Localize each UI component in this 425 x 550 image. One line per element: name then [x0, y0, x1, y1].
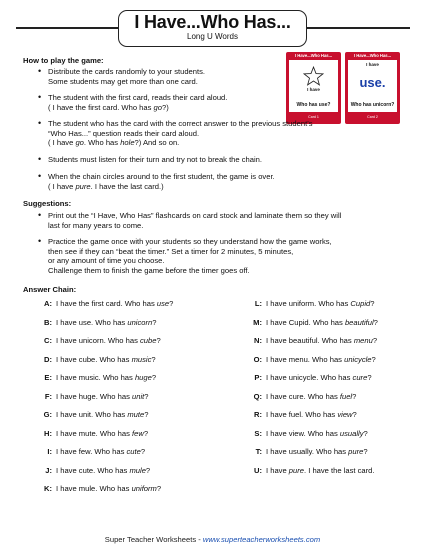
card-header: I Have...Who Has...	[294, 53, 333, 58]
bullet-line: ( I have go. Who has hole?) And so on.	[48, 138, 180, 147]
answer-letter: E:	[44, 373, 52, 382]
bullet-line: Students must listen for their turn and try not to break the chain.	[48, 155, 263, 164]
card-header: I Have...Who Has...	[353, 53, 392, 58]
answer-text: I have cute. Who has mule?	[56, 465, 151, 475]
answer-letter: A:	[43, 299, 52, 308]
answer-letter: P:	[254, 373, 262, 382]
answer-text: I have uniform. Who has Cupid?	[266, 299, 375, 308]
bullet-line: Some students may get more than one card.	[48, 76, 198, 86]
answer-text: I have view. Who has usually?	[266, 428, 368, 438]
answer-text: I have pure. I have the last card.	[266, 465, 375, 475]
footer-link[interactable]: www.superteacherworksheets.com	[202, 535, 321, 544]
card-body	[348, 60, 397, 112]
bullet-line: Print out the “I Have, Who Has” flashcards on card stock and laminate them so they will	[48, 211, 342, 220]
sample-card-2	[345, 52, 400, 124]
bullet-dot: •	[38, 171, 42, 181]
title-rule-right	[307, 27, 410, 29]
first-card-star-icon	[303, 66, 324, 87]
answer-text: I have use. Who has unicorn?	[56, 317, 157, 327]
answer-text: I have Cupid. Who has beautiful?	[266, 317, 378, 327]
bullet-dot: •	[38, 236, 42, 246]
card-have-text: I have	[366, 62, 379, 67]
answer-letter: B:	[43, 317, 52, 327]
bullet-dot: •	[38, 118, 42, 128]
answer-letter: I:	[47, 447, 52, 456]
title-rule-left	[16, 27, 118, 29]
bullet-line: ( I have pure. I have the last card.)	[48, 181, 164, 191]
answer-letter: H:	[43, 428, 52, 438]
bullet-line: then see if they can “beat the timer.” Set a timer for 2 minutes, 5 minutes,	[48, 246, 294, 256]
card-have-text: I have	[307, 87, 320, 92]
bullet-line: ( I have the first card. Who has go?)	[48, 102, 169, 112]
bullet-line: Challenge them to finish the game before the timer goes off.	[48, 265, 250, 275]
card-number: Card 1	[308, 115, 319, 119]
answer-letter: F:	[44, 391, 52, 401]
page-title: I Have...Who Has...	[134, 12, 291, 32]
answer-letter: R:	[253, 410, 262, 419]
bullet-line: Distribute the cards randomly to your students.	[48, 67, 206, 76]
answer-letter: U:	[253, 465, 262, 475]
bullet-line: The student who has the card with the correct answer to the previous student’s	[48, 119, 313, 128]
answer-text: I have unit. Who has mute?	[56, 410, 149, 419]
answer-chain-heading: Answer Chain:	[23, 285, 77, 294]
bullet-dot: •	[38, 154, 42, 164]
page-footer	[0, 535, 425, 544]
card-question: Who has use?	[296, 102, 331, 108]
answer-letter: G:	[43, 410, 52, 419]
bullet-line: or any amount of time you choose.	[48, 256, 165, 265]
sample-card-1	[286, 52, 341, 124]
answer-letter: Q:	[253, 391, 262, 401]
answer-text: I have huge. Who has unit?	[56, 391, 149, 401]
answer-letter: C:	[43, 336, 52, 345]
title-box	[118, 10, 307, 47]
answer-text: I have cure. Who has fuel?	[266, 391, 357, 401]
answer-text: I have beautiful. Who has menu?	[266, 336, 378, 345]
answer-text: I have cube. Who has music?	[56, 354, 156, 364]
answer-letter: J:	[45, 465, 52, 475]
answer-text: I have mule. Who has uniform?	[56, 484, 162, 493]
answer-letter: S:	[254, 428, 262, 438]
answer-text: I have the first card. Who has use?	[56, 299, 174, 308]
bullet-dot: •	[38, 92, 42, 102]
answer-text: I have unicycle. Who has cure?	[266, 373, 372, 382]
bullet-dot: •	[38, 66, 42, 76]
bullet-line: When the chain circles around to the first student, the game is over.	[48, 172, 275, 181]
page-subtitle: Long U Words	[187, 32, 238, 41]
how-to-play-heading: How to play the game:	[23, 56, 104, 65]
card-question: Who has unicorn?	[350, 102, 395, 108]
answer-letter: K:	[43, 484, 52, 493]
answer-letter: T:	[255, 447, 262, 456]
bullet-line: “Who Has...” question reads their card aloud.	[48, 128, 200, 138]
card-body	[289, 60, 338, 112]
answer-letter: L:	[254, 299, 262, 308]
answer-letter: D:	[43, 354, 52, 364]
suggestions-heading: Suggestions:	[23, 199, 72, 208]
bullet-line: last for many years to come.	[48, 220, 144, 230]
bullet-dot: •	[38, 210, 42, 220]
bullet-line: The student with the first card, reads their card aloud.	[48, 93, 228, 102]
answer-text: I have few. Who has cute?	[56, 447, 146, 456]
answer-text: I have mute. Who has few?	[56, 428, 149, 438]
bullet-line: Practice the game once with your students so they understand how the game works,	[48, 237, 332, 246]
card-number: Card 2	[367, 115, 378, 119]
answer-letter: M:	[253, 317, 262, 327]
card-word: use.	[359, 75, 386, 90]
answer-text: I have fuel. Who has view?	[266, 410, 357, 419]
answer-text: I have usually. Who has pure?	[266, 447, 368, 456]
answer-letter: O:	[253, 354, 262, 364]
footer-brand: Super Teacher Worksheets -	[104, 535, 203, 544]
answer-text: I have unicorn. Who has cube?	[56, 336, 161, 345]
answer-text: I have menu. Who has unicycle?	[266, 354, 376, 364]
answer-text: I have music. Who has huge?	[56, 373, 157, 382]
answer-letter: N:	[253, 336, 262, 345]
